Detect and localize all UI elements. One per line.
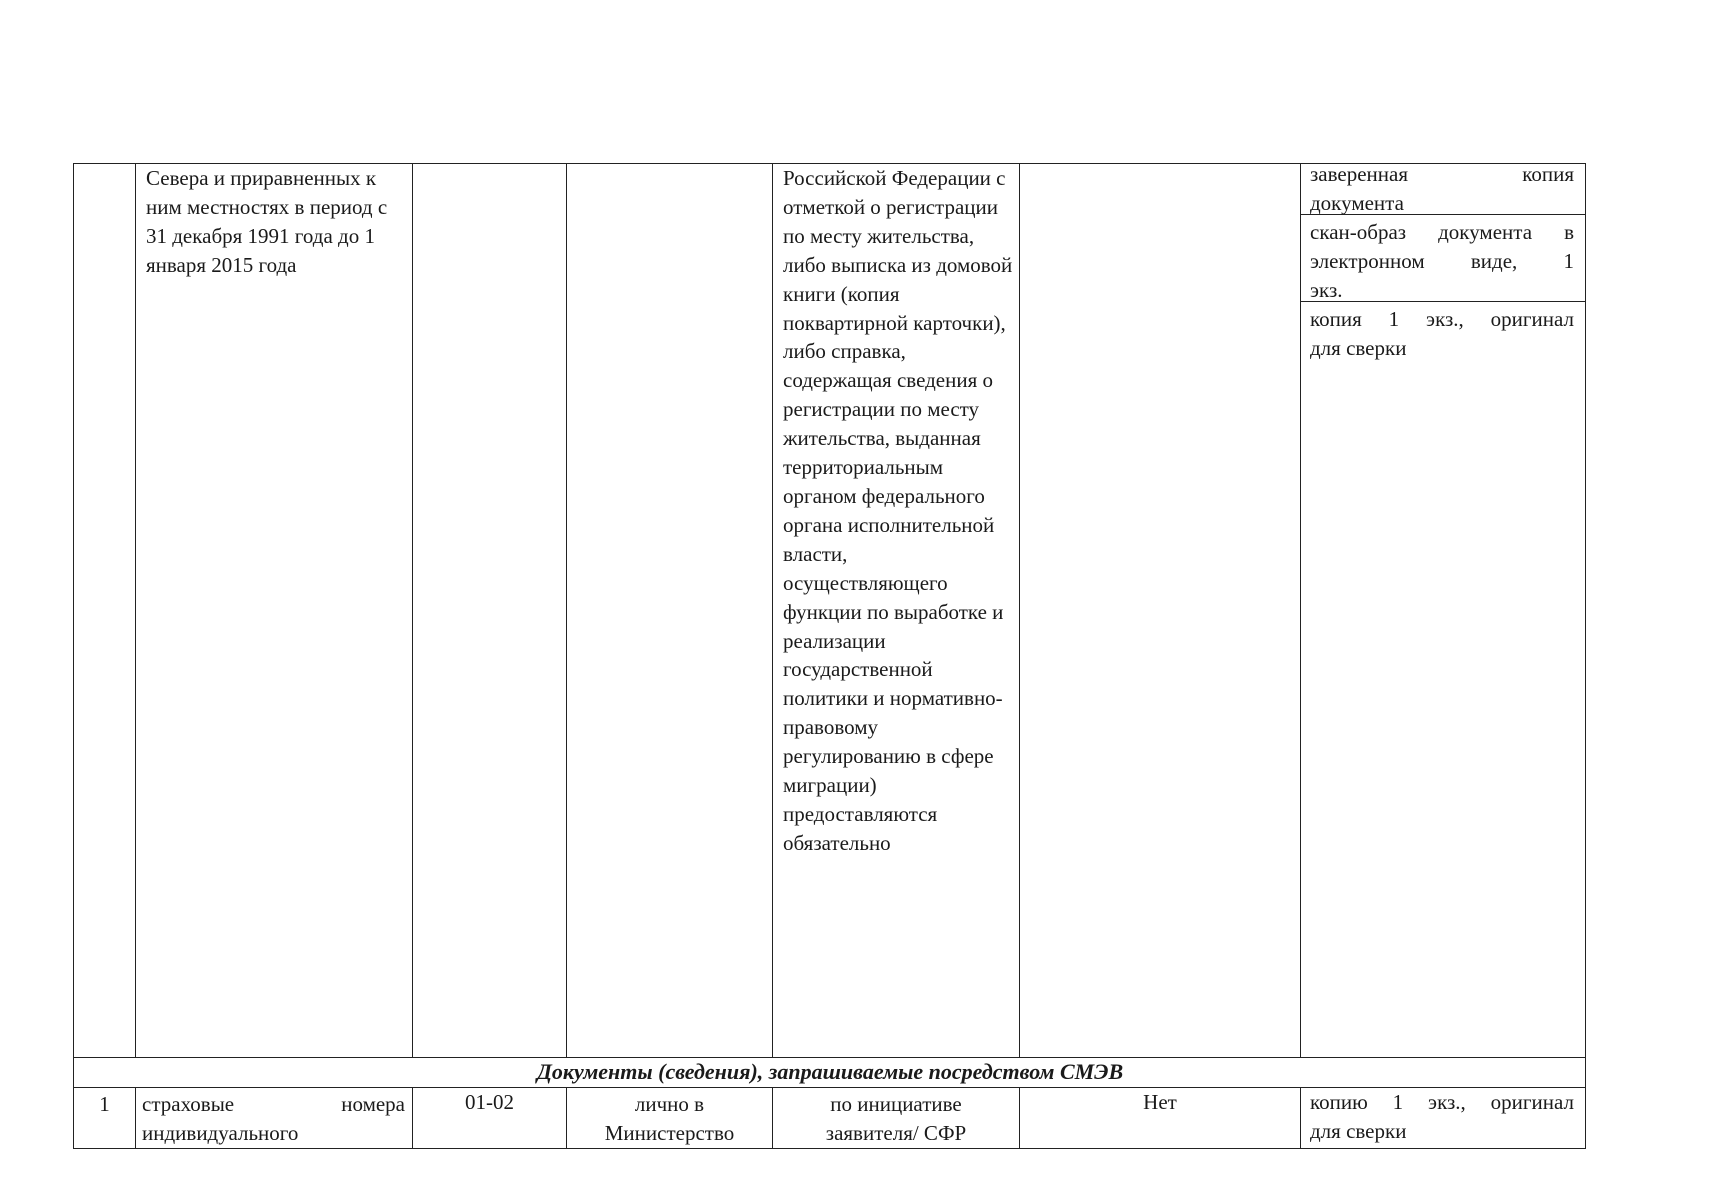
column-divider (412, 163, 413, 1058)
row-1-copy-requirement (1310, 1088, 1574, 1146)
column-divider (566, 163, 567, 1058)
prev-row-requirement-1 (1310, 160, 1574, 218)
prev-row-document-text: Российской Федерации с отметкой о регистрации по месту жительства, либо выписка из домовой книги (копия поквартирной карточки), либо справка, содержащая сведения о регистрации по месту жительства, выданная территориальным органом федерального органа исполнительной власти, осуществляющего функции по выработке и реализации государственной политики и нормативно-правовому регулированию в сфере миграции) предоставляются обязательно (783, 166, 1013, 855)
column-divider (1300, 1087, 1301, 1149)
requirement-line: заверенная копия (1310, 162, 1574, 186)
initiator-line: заявителя/ СФР (825, 1120, 967, 1145)
section-title: Документы (сведения), запрашиваемые посредством СМЭВ (536, 1059, 1124, 1084)
table-right-border (1585, 163, 1586, 1149)
prev-row-category-text: Севера и приравненных к ним местностях в период с 31 декабря 1991 года до 1 января 2015 года (146, 166, 388, 277)
submission-line: лично в (634, 1092, 705, 1116)
requirement-line: скан-образ документа в электронном виде, 1 (1310, 220, 1574, 273)
column-divider (135, 1087, 136, 1149)
requirement-line: для сверки (1310, 335, 1407, 360)
table-left-border (73, 163, 74, 1149)
copy-requirement-line: копию 1 экз., оригинал (1310, 1090, 1574, 1114)
row-1-code: 01-02 (465, 1090, 514, 1114)
row-number: 1 (99, 1092, 110, 1116)
initiator-line: по инициативе (830, 1092, 962, 1116)
column-divider (135, 163, 136, 1058)
requirement-line: документа (1310, 190, 1404, 215)
submission-line: Министерство (604, 1120, 735, 1145)
prev-row-requirement-3 (1310, 305, 1574, 363)
requirement-line: копия 1 экз., оригинал (1310, 307, 1574, 331)
row-1-submission-method (567, 1090, 772, 1148)
prev-row-requirement-2 (1310, 218, 1574, 305)
table-bottom-border (73, 1148, 1586, 1149)
row-1-requirement-flag: Нет (1143, 1090, 1177, 1114)
row-1-initiator (773, 1090, 1019, 1148)
document-name-line: страховые номера (142, 1092, 405, 1116)
copy-requirement-line: для сверки (1310, 1118, 1407, 1143)
column-divider (1300, 163, 1301, 1058)
row-1-document-name (142, 1090, 405, 1148)
column-divider (1019, 163, 1020, 1058)
column-divider (772, 163, 773, 1058)
requirement-line: экз. (1310, 277, 1343, 302)
document-name-line: индивидуального (142, 1120, 299, 1145)
